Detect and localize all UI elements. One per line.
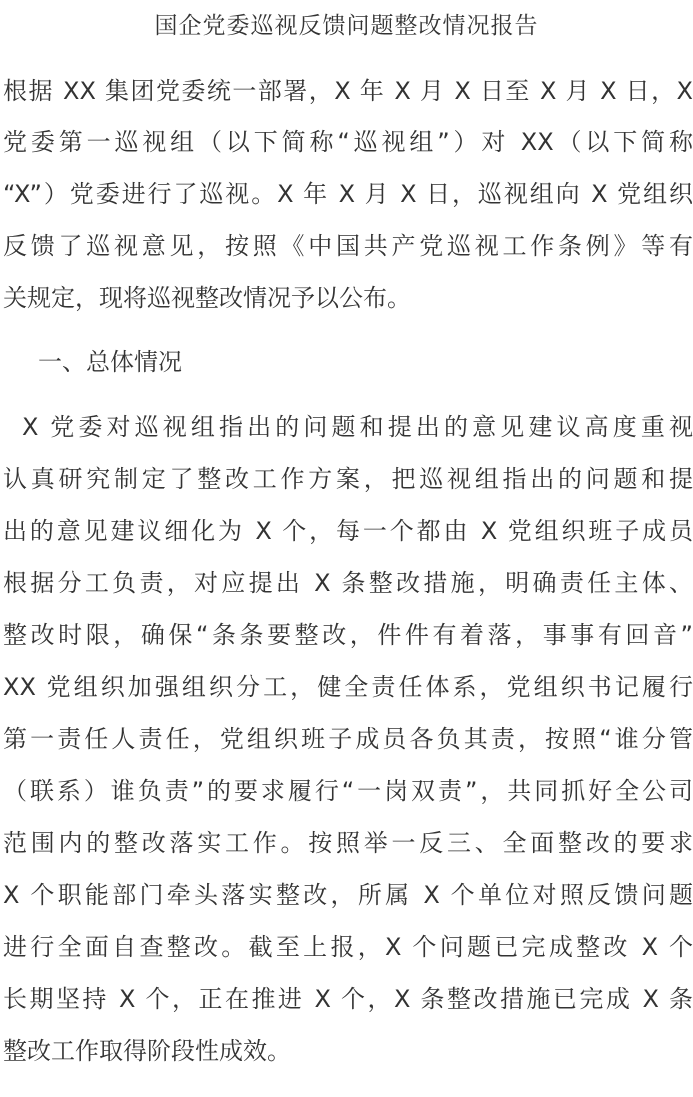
paragraph-line: 根据 XX 集团党委统一部署，X 年 X 月 X 日至 X 月 X 日，X (3, 77, 693, 105)
paragraph-line: 整改时限，确保“条条要整改，件件有着落，事事有回音” (3, 621, 693, 649)
paragraph-line: 整改工作取得阶段性成效。 (3, 1037, 291, 1065)
paragraph-line: 根据分工负责，对应提出 X 条整改措施，明确责任主体、 (3, 569, 693, 597)
paragraph-line: 进行全面自查整改。截至上报，X 个问题已完成整改 X 个 (3, 933, 693, 961)
paragraph-line: 长期坚持 X 个，正在推进 X 个，X 条整改措施已完成 X 条 (3, 985, 693, 1013)
paragraph-line: 认真研究制定了整改工作方案，把巡视组指出的问题和提 (3, 465, 693, 493)
paragraph-line: X 党委对巡视组指出的问题和提出的意见建议高度重视 (22, 413, 693, 441)
paragraph-line: 关规定，现将巡视整改情况予以公布。 (3, 284, 411, 312)
paragraph-line: 反馈了巡视意见，按照《中国共产党巡视工作条例》等有 (3, 232, 693, 260)
paragraph-line: 第一责任人责任，党组织班子成员各负其责，按照“谁分管 (3, 725, 693, 753)
paragraph-line: “X”）党委进行了巡视。X 年 X 月 X 日，巡视组向 X 党组织 (3, 180, 693, 208)
paragraph-line: 范围内的整改落实工作。按照举一反三、全面整改的要求 (3, 829, 693, 857)
paragraph-line: （联系）谁负责”的要求履行“一岗双责”，共同抓好全公司 (3, 777, 693, 805)
paragraph-line: X 个职能部门牵头落实整改，所属 X 个单位对照反馈问题 (3, 881, 693, 909)
paragraph-line: XX 党组织加强组织分工，健全责任体系，党组织书记履行 (3, 673, 693, 701)
section-heading: 一、总体情况 (38, 348, 182, 376)
document-title: 国企党委巡视反馈问题整改情况报告 (154, 13, 539, 39)
paragraph-line: 出的意见建议细化为 X 个，每一个都由 X 党组织班子成员 (3, 517, 693, 545)
paragraph-line: 党委第一巡视组（以下简称“巡视组”）对 XX（以下简称 (3, 128, 693, 156)
